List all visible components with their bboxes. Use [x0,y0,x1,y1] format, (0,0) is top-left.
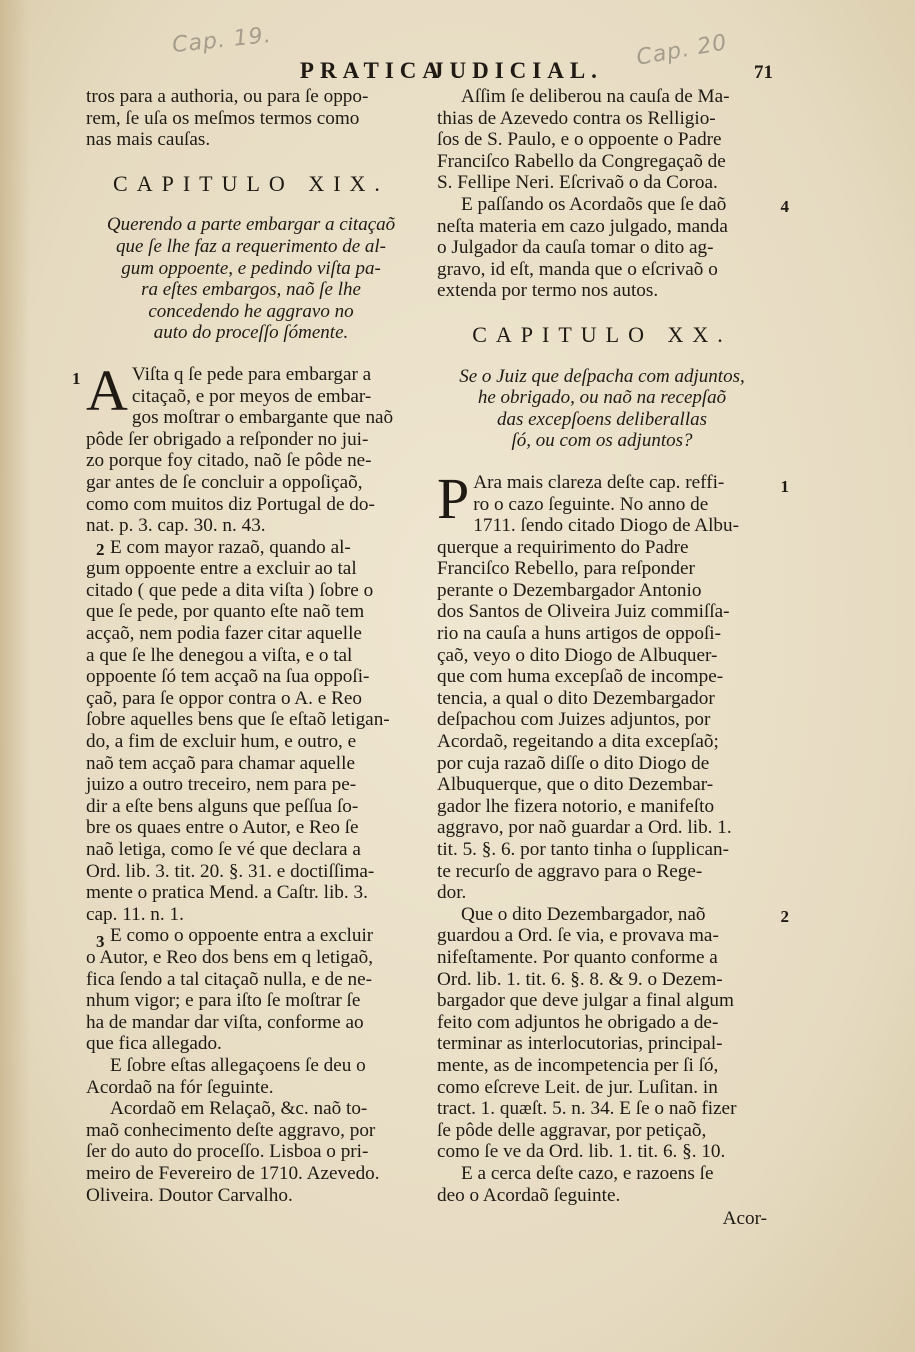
paragraph-text [86,925,373,1054]
paragraph-5 [86,1098,416,1206]
text-line: como com muitos diz Portugal de do- [86,493,375,515]
right-intro [437,86,767,194]
text-line: rem, ſe uſa os meſmos termos como [86,107,360,129]
right-column [437,86,789,1230]
text-line: gar antes de ſe concluir a oppoſiçaõ, [86,471,363,493]
text-line: do, a fim de excluir hum, e outro, e [86,731,357,753]
text-line: çaõ, veyo o dito Diogo de Albuquer- [437,644,718,666]
text-line: gador lhe fizera notorio, e manifeſto [437,795,715,817]
text-line: fica ſendo a tal citaçaõ nulla, e de ne- [86,968,373,990]
text-line: a que ſe lhe denegou a viſta, e o tal [86,644,353,666]
rubric-line: concedendo he aggravo no [148,300,354,322]
text-line: E com mayor razaõ, quando al- [110,536,351,558]
text-line: S. Fellipe Neri. Eſcrivaõ o da Coroa. [437,172,718,194]
text-line: E a cerca deſte cazo, e razoens ſe [461,1162,714,1184]
text-line: tencia, a qual o dito Dezembargador [437,687,715,709]
pencil-annotation-right: Cap. 20 [634,30,730,71]
text-line: Ord. lib. 1. tit. 6. §. 8. & 9. o Dezem- [437,968,723,990]
catchword: Acor- [722,1208,767,1230]
chapter-title-xix: CAPITULO XIX. [113,170,389,196]
text-line: terminar as interlocutorias, principal- [437,1033,723,1055]
text-line: o Julgador da cauſa tomar o dito ag- [437,237,714,259]
text-line: nas mais cauſas. [86,129,211,151]
text-line: nat. p. 3. cap. 30. n. 43. [86,515,266,537]
text-line: dos Santos de Oliveira Juiz commiſſa- [437,601,730,623]
text-line: feito com adjuntos he obrigado a de- [437,1011,719,1033]
chapter-rubric-xix [92,214,410,344]
paragraph-2 [86,537,416,926]
pencil-annotation-left: Cap. 19. [170,22,273,59]
text-line: ſos de S. Paulo, e o oppoente o Padre [437,129,722,151]
text-line: maõ conhecimento deſte aggravo, por [86,1119,376,1141]
text-line: nhum vigor; e para iſto ſe moſtrar ſe [86,990,361,1012]
paragraph-number: 4 [780,196,789,216]
text-line: 1711. ſendo citado Diogo de Albu- [473,515,740,537]
paragraph-text [86,1055,366,1098]
paragraph-1-right [437,465,789,904]
paragraph-text [437,194,728,301]
drop-cap: A [86,357,128,423]
text-line: como ſe ve da Ord. lib. 1. tit. 6. §. 10. [437,1141,726,1163]
text-line: deo o Acordaõ ſeguinte. [437,1184,621,1206]
paragraph-number: 2 [780,906,789,926]
rubric-line: que ſe lhe faz a requerimento de al- [116,235,386,257]
rubric-line: he obrigado, ou naõ na recepſaõ [477,387,727,409]
text-line: Franciſco Rebello, para reſponder [437,558,695,580]
text-line: o Autor, e Reo dos bens em q letigaõ, [86,946,373,968]
text-line: que fica allegado. [86,1033,222,1055]
text-line: E como o oppoente entra a excluir [110,925,374,947]
text-line: como eſcreve Leit. de jur. Luſitan. in [437,1076,718,1098]
paragraph-text [437,1163,713,1206]
text-line: E ſobre eſtas allegaçoens ſe deu o [110,1054,366,1076]
rubric-line: ra eſtes embargos, naõ ſe lhe [141,279,361,301]
text-line: gum oppoente entre a excluir ao tal [86,558,357,580]
text-line: por cuja razaõ diſſe o dito Diogo de [437,752,710,774]
paragraph-text [437,86,730,193]
text-line: Aſſim ſe deliberou na cauſa de Ma- [461,86,730,107]
text-line: Que o dito Dezembargador, naõ [461,903,706,925]
paragraph-text [437,465,740,904]
text-line: ſobre aquelles bens que ſe eſtaõ letigan- [86,709,390,731]
text-line: Ord. lib. 3. tit. 20. §. 31. e doctiſſima- [86,860,375,882]
text-line: tit. 5. §. 6. por tanto tinha o ſupplican- [437,839,730,860]
text-line: que ſe pede, por quanto eſte naõ tem [86,601,365,623]
text-line: Albuquerque, que o dito Dezembar- [437,774,714,796]
text-line: Oliveira. Doutor Carvalho. [86,1184,293,1206]
paragraph-text [437,904,736,1163]
text-line: meiro de Fevereiro de 1710. Azevedo. [86,1162,380,1184]
text-line: tros para a authoria, ou para ſe oppo- [86,86,369,107]
text-line: aggravo, por naõ guardar a Ord. lib. 1. [437,817,732,839]
header-right: JUDICIAL. [432,58,603,83]
text-line: pôde ſer obrigado a reſponder no jui- [86,428,369,450]
text-line: gos moſtrar o embargante que naõ [131,407,394,429]
paragraph-3-right [437,1163,767,1206]
text-line: nifeſtamente. Por quanto conforme a [437,946,718,968]
page-edge-shadow [0,0,30,1352]
text-line: naõ letiga, como ſe vé que declara a [86,839,361,860]
text-line: oppoente ſó tem acçaõ na ſua oppoſi- [86,666,370,688]
paragraph-text [86,1098,380,1205]
paragraph-text [86,537,390,925]
text-line: dir a eſte bens alguns que peſſua ſo- [86,795,359,817]
chapter-rubric-xx [443,366,761,452]
text-line: Ara mais clareza deſte cap. reffi- [473,471,725,493]
text-line: neſta materia em cazo julgado, manda [437,215,728,237]
text-line: ro o cazo ſeguinte. No anno de [473,493,709,515]
text-line: ha de mandar dar viſta, conforme ao [86,1011,364,1033]
rubric-line: Querendo a parte embargar a citaçaõ [106,214,396,236]
text-line: juizo a outro treceiro, nem para pe- [86,774,357,796]
text-line: te recurſo de aggravo para o Rege- [437,860,703,882]
text-line: mente, as de incompetencia per ſi ſó, [437,1054,719,1076]
chapter-title-xx: CAPITULO XX. [472,321,732,347]
rubric-line: Se o Juiz que deſpacha com adjuntos, [459,365,745,387]
text-line: extenda por termo nos autos. [437,280,659,302]
text-line: Viſta q ſe pede para embargar a [131,363,372,385]
left-intro [86,86,416,151]
text-line: E paſſando os Acordaõs que ſe daõ [461,193,727,215]
text-line: citado ( que pede a dita viſta ) ſobre o [86,579,374,601]
text-line: guardou a Ord. ſe via, e provava ma- [437,925,719,947]
text-line: cap. 11. n. 1. [86,903,184,925]
text-line: bre os quaes entre o Autor, e Reo ſe [86,817,359,839]
text-line: querque a requirimento do Padre [437,536,689,558]
text-line: zo porque foy citado, naõ ſe pôde ne- [86,450,372,472]
text-line: Acordaõ na fór ſeguinte. [86,1076,274,1098]
text-line: dor. [437,882,467,904]
text-line: rio na cauſa a huns artigos de oppoſi- [437,623,721,645]
text-line: deſpachou com Juizes adjuntos, por [437,709,711,731]
rubric-line: ſó, ou com os adjuntos? [511,430,693,452]
text-line: Acordaõ, regeitando a dita excepſaõ; [437,731,719,753]
text-line: tract. 1. quæſt. 5. n. 34. E ſe o naõ fizer [437,1098,737,1120]
paragraph-number: 1 [780,476,789,496]
paragraph-number: 2 [96,539,105,559]
rubric-line: auto do proceſſo ſómente. [153,322,349,344]
text-line: acçaõ, nem podia fazer citar aquelle [86,623,362,645]
paragraph-number: 1 [72,368,81,388]
paragraph-number: 3 [96,932,105,952]
paragraph-3 [86,925,416,1055]
text-line: naõ tem acçaõ para chamar aquelle [86,752,355,774]
text-line: bargador que deve julgar a final algum [437,990,734,1012]
paragraph-1 [72,357,416,537]
paragraph-4-right [437,193,789,302]
text-line: Franciſco Rabello da Congregaçaõ de [437,150,726,172]
header-left: PRATICA [299,58,445,83]
text-line: perante o Dezembargador Antonio [437,579,702,601]
text-line: thias de Azevedo contra os Relligio- [437,107,716,129]
text-line: Acordaõ em Relaçaõ, &c. naõ to- [110,1098,368,1120]
left-column [72,86,416,1206]
text-line: que com huma excepſaõ de incompe- [437,666,724,688]
rubric-line: das excepſoens deliberallas [496,408,707,430]
text-line: citaçaõ, e por meyos de embar- [131,385,372,407]
text-line: ſer do auto do proceſſo. Lisboa o pri- [86,1141,369,1163]
text-line: mente o pratica Mend. a Caſtr. lib. 3. [86,882,368,904]
text-line: ſe pôde delle aggravar, por petiçaõ, [437,1119,707,1141]
paragraph-2-right [437,903,789,1163]
text-line: gravo, id eſt, manda que o eſcrivaõ o [437,258,718,280]
text-line: çaõ, para ſe oppor contra o A. e Reo [86,687,362,709]
paragraph-4 [86,1055,416,1098]
paragraph-text [86,357,394,537]
rubric-line: gum oppoente, e pedindo viſta pa- [121,257,381,279]
drop-cap: P [437,465,470,531]
page-number: 71 [754,62,773,83]
